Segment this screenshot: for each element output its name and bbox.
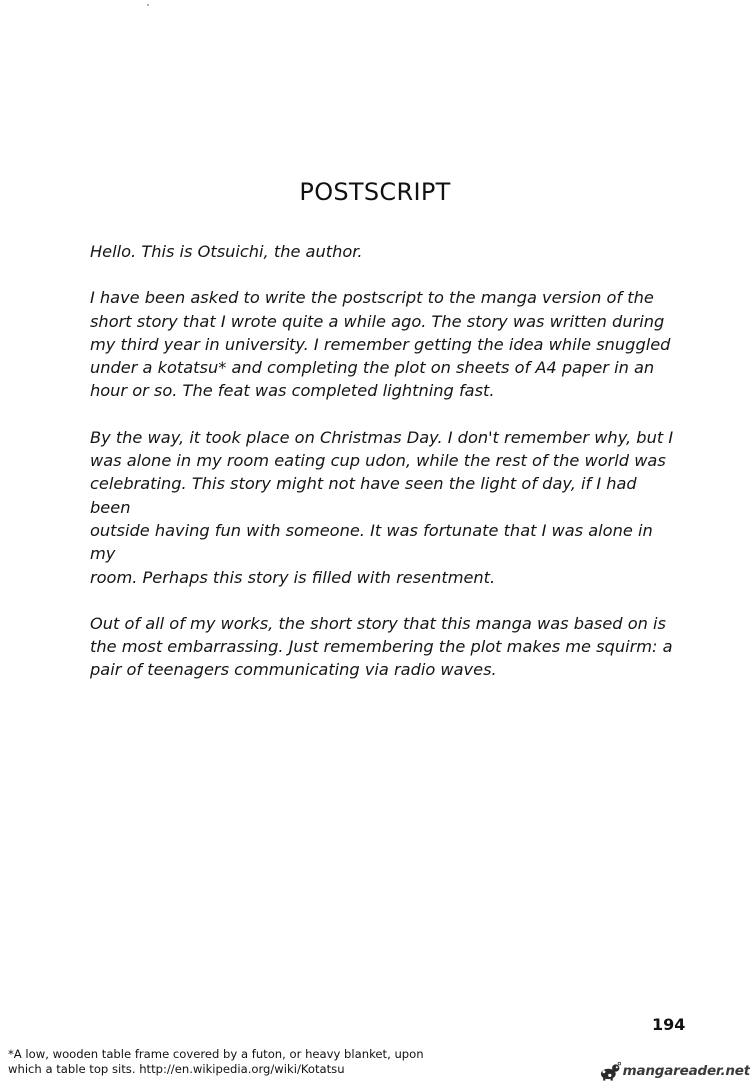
paragraph-embarrassing: Out of all of my works, the short story that this manga was based on is the most embarrassing. Just remembering the plot makes me squirm: a pair of teenagers communicating via radio waves.	[90, 613, 673, 680]
mascot-icon	[598, 1058, 622, 1084]
watermark-text: mangareader.net	[622, 1063, 750, 1079]
page-title: POSTSCRIPT	[299, 178, 451, 206]
watermark	[598, 1058, 750, 1084]
footnote: *A low, wooden table frame covered by a futon, or heavy blanket, upon which a table top sits. http://en.wikipedia.org/wiki/Kotatsu	[8, 1047, 424, 1076]
page-number: 194	[652, 1015, 686, 1034]
paragraph-origin: I have been asked to write the postscript to the manga version of the short story that I wrote quite a while ago. The story was written during my third year in university. I remember getting the idea while snuggled under a kotatsu* and completing the plot on sheets of A4 paper in an hour or so. The feat was completed lightning fast.	[90, 288, 671, 401]
ink-speck	[147, 4, 149, 6]
paragraph-greeting: Hello. This is Otsuichi, the author.	[90, 242, 363, 261]
paragraph-christmas: By the way, it took place on Christmas Day. I don't remember why, but I was alone in my room eating cup udon, while the rest of the world was celebrating. This story might not have seen the light of day, if I had been outside having fun with someone. It was fortunate that I was alone in my room. Perhaps this story is filled with resentment.	[90, 427, 674, 587]
postscript-body	[90, 240, 680, 705]
